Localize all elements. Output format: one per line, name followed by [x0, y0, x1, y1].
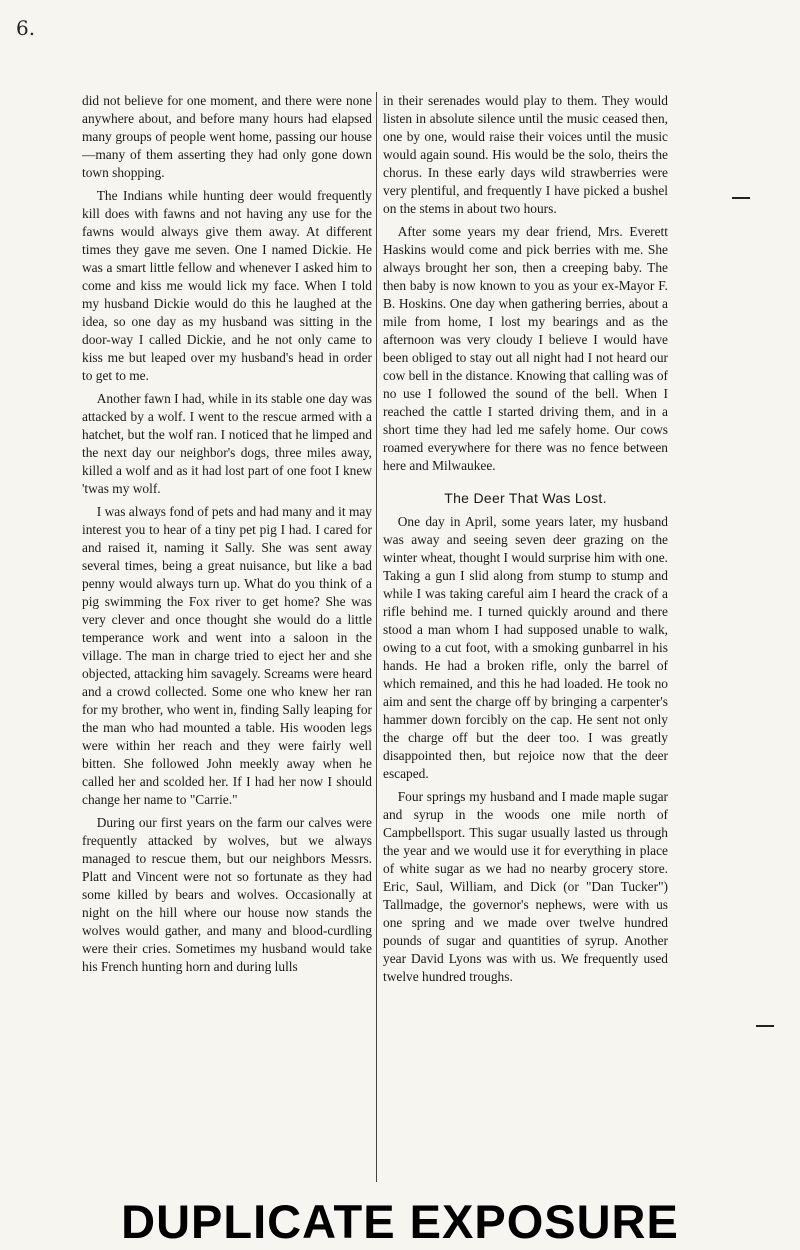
duplicate-exposure-stamp: DUPLICATE EXPOSURE: [121, 1195, 679, 1248]
left-column: [82, 92, 372, 976]
paragraph: Four springs my husband and I made maple sugar and syrup in the woods one mile north of Campbellsport. This sugar usually lasted us through the year and we would use it for everything in place of white sugar as we had no nearby grocery store. Eric, Saul, William, and Dick (or "Dan Tucker") Tallmadge, the governor's nephews, were with us one spring and we made over twelve hundred pounds of sugar and quantities of syrup. Another year David Lyons was with us. We frequently used twelve hundred troughs.: [383, 789, 668, 984]
paragraph: One day in April, some years later, my husband was away and seeing seven deer grazing on the winter wheat, thought I would surprise him with one. Taking a gun I slid along from stump to stump and while I was taking careful aim I heard the crack of a rifle behind me. I turned quickly around and there stood a man whom I had supposed unable to walk, owing to a cut foot, with a smoking gunbarrel in his hands. He had a broken rifle, only the barrel of which remained, and this he had loaded. He took no aim and sent the charge off by bringing a carpenter's hammer down forcibly on the cap. He sent not only the charge off but the deer too. I was greatly disappointed then, but rejoice now that the deer escaped.: [383, 514, 668, 781]
paragraph: After some years my dear friend, Mrs. Everett Haskins would come and pick berries with me. She always brought her son, then a creeping baby. The then baby is now known to you as your ex-Mayor F. B. Hoskins. One day when gathering berries, about a mile from home, I lost my bearings and as the afternoon was very cloudy I believe I would have been obliged to stay out all night had I not heard our cow bell in the distance. Knowing that calling was of no use I followed the sound of the bell. When I reached the cattle I started driving them, and in a short time they had led me safely home. Our cows roamed everywhere for there was no fence between here and Milwaukee.: [383, 224, 668, 473]
page-number: 6.: [16, 16, 36, 40]
paragraph: During our first years on the farm our calves were frequently attacked by wolves, but we always managed to rescue them, but our neighbors Messrs. Platt and Vincent were not so fortunate as they had some killed by bears and wolves. Occasionally at night on the hill where our house now stands the wolves would gather, and many and blood-curdling were their cries. Sometimes my husband would take his French hunting horn and during lulls: [82, 815, 372, 974]
paragraph: I was always fond of pets and had many and it may interest you to hear of a tiny pet pig I had. I cared for and raised it, naming it Sally. She was sent away several times, being a great nuisance, but like a bad penny would always turn up. What do you think of a pig swimming the Fox river to get home? She was very clever and once thought she would do a little temperance work and went into a saloon in the village. The man in charge tried to eject her and she objected, attacking him savagely. Screams were heard and a crowd collected. Some one who knew her ran for my brother, who went in, finding Sally leaping for the man who had mounted a table. His wooden legs were within her reach and they were fairly well bitten. She followed John meekly away when he called her and scolded her. If I had her now I should change her name to "Carrie.": [82, 504, 372, 807]
margin-tick-mark: [756, 1025, 774, 1027]
margin-tick-mark: [732, 197, 750, 199]
paragraph: Another fawn I had, while in its stable one day was attacked by a wolf. I went to the rescue armed with a hatchet, but the wolf ran. I noticed that he limped and the next day our neighbor's dogs, three miles away, killed a wolf and as it had lost part of one foot I knew 'twas my wolf.: [82, 391, 372, 496]
column-divider: [376, 92, 377, 1182]
section-heading: The Deer That Was Lost.: [444, 490, 607, 506]
paragraph: in their serenades would play to them. They would listen in absolute silence until the music ceased then, one by one, would raise their voices until the music would again sound. His would be the solo, theirs the chorus. In these early days wild strawberries were very plentiful, and frequently I have picked a bushel on the stems in about two hours.: [383, 93, 668, 216]
right-column: [383, 92, 668, 986]
paragraph: did not believe for one moment, and there were none anywhere about, and before many hours had elapsed many groups of people went home, passing our house—many of them asserting they had only gone down town shopping.: [82, 93, 372, 180]
paragraph: The Indians while hunting deer would frequently kill does with fawns and not having any use for the fawns would always give them away. At different times they gave me seven. One I named Dickie. He was a smart little fellow and whenever I asked him to come and kiss me would lick my face. When I told my husband Dickie would do this he laughed at the idea, so one day as my husband was sitting in the door-way I called Dickie, and he not only came to kiss me but leaped over my husband's head in order to get to me.: [82, 188, 372, 383]
